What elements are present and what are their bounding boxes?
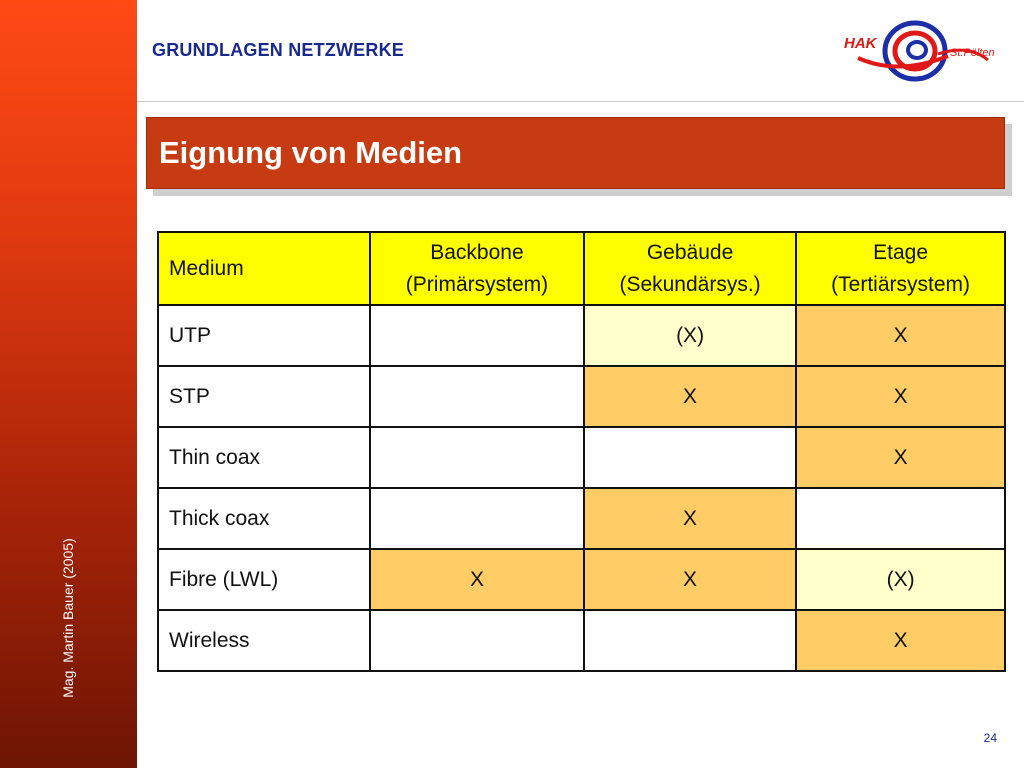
header-divider — [137, 101, 1024, 102]
column-header-medium: Medium — [158, 232, 370, 305]
sidebar — [0, 0, 137, 768]
suitability-cell: (X) — [796, 549, 1005, 610]
column-header-etage: Etage (Tertiärsystem) — [796, 232, 1005, 305]
suitability-cell — [370, 488, 584, 549]
suitability-cell: X — [370, 549, 584, 610]
column-header-backbone: Backbone (Primärsystem) — [370, 232, 584, 305]
suitability-cell — [584, 427, 796, 488]
table-header-row — [158, 232, 1005, 305]
page-number: 24 — [983, 731, 997, 745]
suitability-cell: X — [796, 366, 1005, 427]
suitability-cell — [370, 610, 584, 671]
table-row — [158, 488, 1005, 549]
column-header-gebaeude: Gebäude (Sekundärsys.) — [584, 232, 796, 305]
medium-cell: Wireless — [158, 610, 370, 671]
table-row — [158, 610, 1005, 671]
media-suitability-table — [157, 231, 1006, 672]
medium-cell: Thin coax — [158, 427, 370, 488]
suitability-cell: X — [584, 549, 796, 610]
medium-cell: STP — [158, 366, 370, 427]
title-banner — [146, 117, 1005, 189]
table-row — [158, 427, 1005, 488]
logo-text-right: St.Pölten — [950, 47, 995, 59]
suitability-cell — [370, 427, 584, 488]
suitability-cell — [796, 488, 1005, 549]
suitability-cell: X — [584, 366, 796, 427]
suitability-cell — [370, 305, 584, 366]
suitability-cell: X — [796, 610, 1005, 671]
table-row — [158, 305, 1005, 366]
suitability-cell: (X) — [584, 305, 796, 366]
table-row — [158, 366, 1005, 427]
suitability-cell — [370, 366, 584, 427]
suitability-cell: X — [584, 488, 796, 549]
slide-title: Eignung von Medien — [159, 135, 463, 170]
medium-cell: Fibre (LWL) — [158, 549, 370, 610]
suitability-cell: X — [796, 305, 1005, 366]
medium-cell: UTP — [158, 305, 370, 366]
table-row — [158, 549, 1005, 610]
school-logo — [838, 14, 1006, 92]
suitability-cell — [584, 610, 796, 671]
author-credit: Mag. Martin Bauer (2005) — [60, 538, 76, 698]
suitability-cell: X — [796, 427, 1005, 488]
header-title: GRUNDLAGEN NETZWERKE — [152, 40, 404, 60]
logo-text-left: HAK — [844, 35, 877, 52]
medium-cell: Thick coax — [158, 488, 370, 549]
